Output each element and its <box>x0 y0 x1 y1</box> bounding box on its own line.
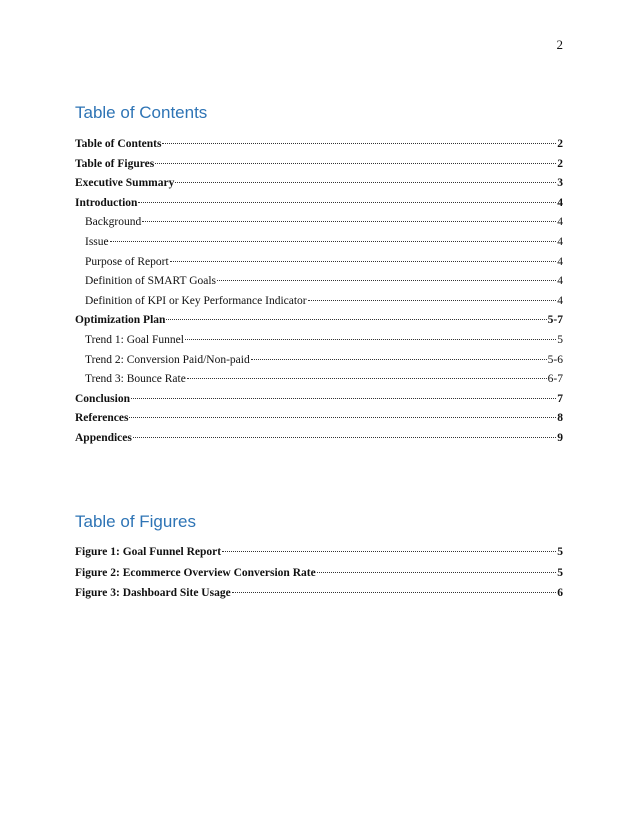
entry-title: Table of Figures <box>75 157 155 170</box>
toc-entry[interactable] <box>75 432 563 452</box>
dot-leader <box>142 221 556 222</box>
entry-title: Appendices <box>75 431 132 444</box>
dot-leader <box>187 378 547 379</box>
entry-title: Introduction <box>75 196 138 209</box>
dot-leader <box>162 143 556 144</box>
entry-page-number: 3 <box>557 177 563 190</box>
entry-page-number: 4 <box>557 196 563 209</box>
toc-entry[interactable] <box>75 412 563 432</box>
entry-page-number: 4 <box>557 235 563 248</box>
entry-page-number: 8 <box>557 412 563 425</box>
toc-entry[interactable] <box>75 373 563 393</box>
entry-page-number: 4 <box>557 275 563 288</box>
toc-entry[interactable] <box>75 177 563 197</box>
dot-leader <box>138 202 556 203</box>
figure-entry[interactable] <box>75 567 563 588</box>
dot-leader <box>317 572 557 573</box>
entry-title: Issue <box>85 235 109 248</box>
entry-title: Definition of KPI or Key Performance Indicator <box>85 294 307 307</box>
toc-entry[interactable] <box>75 197 563 217</box>
entry-page-number: 4 <box>557 216 563 229</box>
figure-entry[interactable] <box>75 546 563 567</box>
dot-leader <box>232 592 557 593</box>
toc-entry[interactable] <box>75 138 563 158</box>
dot-leader <box>175 182 556 183</box>
entry-page-number: 6 <box>557 587 563 599</box>
toc-entry[interactable] <box>75 314 563 334</box>
dot-leader <box>129 417 556 418</box>
entry-title: Purpose of Report <box>85 255 169 268</box>
figure-entry[interactable] <box>75 587 563 608</box>
entry-page-number: 7 <box>557 392 563 405</box>
dot-leader <box>308 300 557 301</box>
entry-page-number: 5 <box>557 333 563 346</box>
dot-leader <box>110 241 557 242</box>
toc-entry[interactable] <box>75 295 563 315</box>
toc-entry[interactable] <box>75 334 563 354</box>
toc-entry[interactable] <box>75 158 563 178</box>
entry-title: Background <box>85 216 142 229</box>
dot-leader <box>131 398 556 399</box>
figures-heading: Table of Figures <box>75 512 196 531</box>
toc-entry[interactable] <box>75 354 563 374</box>
dot-leader <box>170 261 557 262</box>
entry-title: Figure 1: Goal Funnel Report <box>75 546 222 558</box>
entry-title: Figure 3: Dashboard Site Usage <box>75 587 231 599</box>
figures-list <box>75 546 563 608</box>
toc-entry[interactable] <box>75 256 563 276</box>
toc-entry[interactable] <box>75 216 563 236</box>
entry-page-number: 6-7 <box>547 373 563 386</box>
entry-title: Trend 3: Bounce Rate <box>85 373 186 386</box>
dot-leader <box>222 551 556 552</box>
dot-leader <box>185 339 556 340</box>
entry-page-number: 2 <box>557 157 563 170</box>
entry-title: Trend 2: Conversion Paid/Non-paid <box>85 353 250 366</box>
dot-leader <box>133 437 556 438</box>
entry-page-number: 5-6 <box>547 353 563 366</box>
toc-entry[interactable] <box>75 275 563 295</box>
entry-page-number: 5 <box>557 546 563 558</box>
entry-title: Optimization Plan <box>75 314 166 327</box>
entry-title: Executive Summary <box>75 177 175 190</box>
entry-page-number: 5 <box>557 566 563 579</box>
toc-list <box>75 138 563 452</box>
entry-page-number: 9 <box>557 431 563 444</box>
page-number: 2 <box>556 37 563 52</box>
dot-leader <box>251 359 547 360</box>
entry-title: Table of Contents <box>75 138 162 150</box>
dot-leader <box>155 163 556 164</box>
toc-entry[interactable] <box>75 393 563 413</box>
entry-title: Trend 1: Goal Funnel <box>85 333 184 346</box>
entry-title: Conclusion <box>75 392 130 405</box>
entry-title: Definition of SMART Goals <box>85 275 217 288</box>
toc-entry[interactable] <box>75 236 563 256</box>
dot-leader <box>217 280 556 281</box>
entry-page-number: 2 <box>557 138 563 150</box>
dot-leader <box>166 319 546 320</box>
entry-page-number: 4 <box>557 255 563 268</box>
entry-page-number: 5-7 <box>547 314 563 327</box>
toc-heading: Table of Contents <box>75 103 208 122</box>
entry-page-number: 4 <box>557 294 563 307</box>
entry-title: Figure 2: Ecommerce Overview Conversion Rate <box>75 566 316 579</box>
entry-title: References <box>75 412 129 425</box>
